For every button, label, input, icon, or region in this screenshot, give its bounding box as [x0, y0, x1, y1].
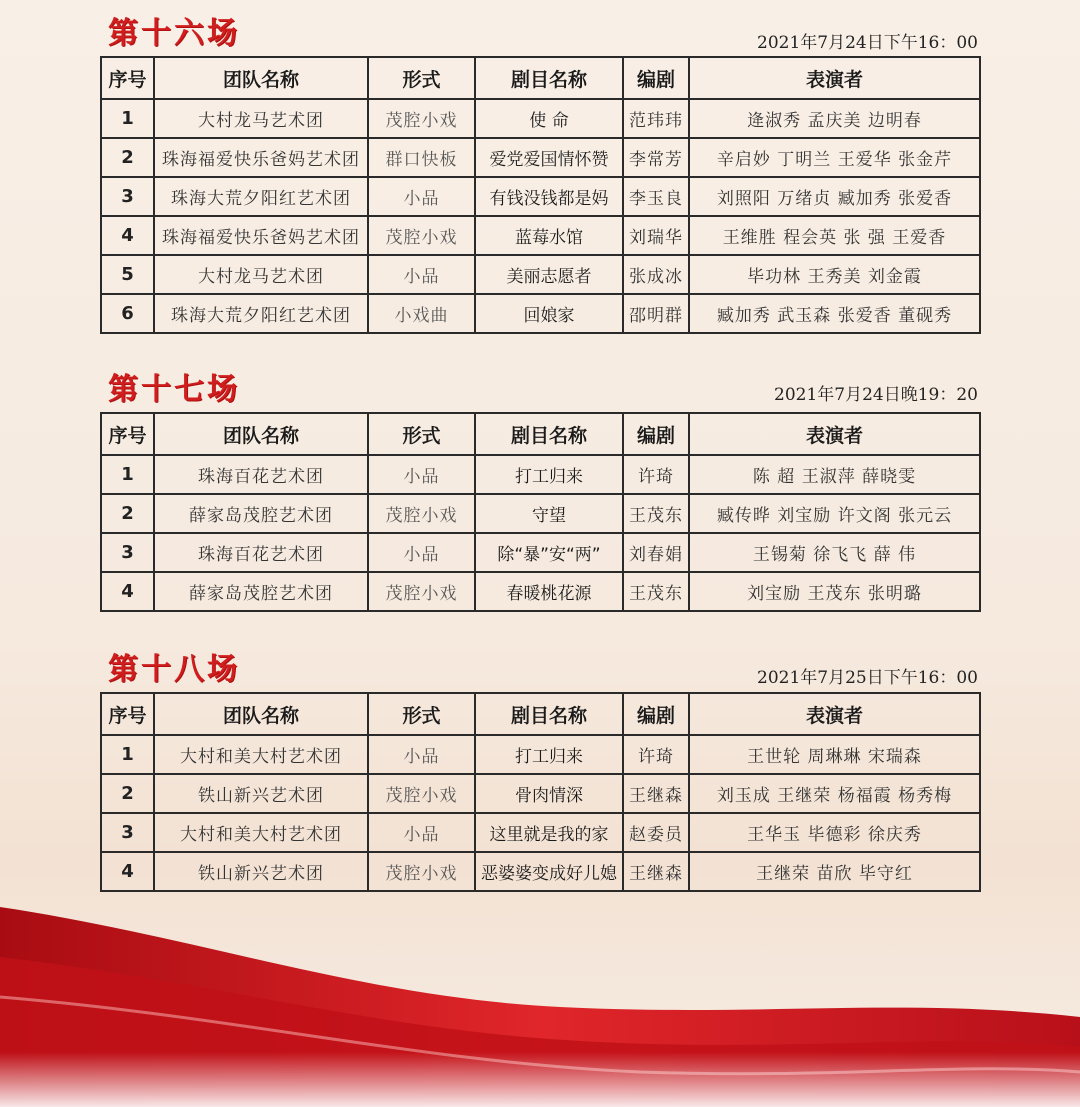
cell-writer: 张成冰	[623, 255, 689, 294]
cell-team: 大村和美大村艺术团	[154, 735, 368, 774]
section-time-17: 2021年7月24日晚19：20	[774, 385, 978, 405]
cell-team: 薛家岛茂腔艺术团	[154, 572, 368, 611]
section-title-17: 第十七场	[108, 372, 240, 407]
cell-team: 大村龙马艺术团	[154, 255, 368, 294]
col-header-writer: 编剧	[623, 693, 689, 735]
cell-program: 回娘家	[475, 294, 623, 333]
cell-program: 这里就是我的家	[475, 813, 623, 852]
cell-form: 群口快板	[368, 138, 475, 177]
cell-program: 打工归来	[475, 735, 623, 774]
cell-program: 美丽志愿者	[475, 255, 623, 294]
cell-team: 大村龙马艺术团	[154, 99, 368, 138]
cell-program: 春暖桃花源	[475, 572, 623, 611]
table-row	[101, 138, 980, 177]
col-header-index: 序号	[101, 57, 154, 99]
cell-team: 珠海百花艺术团	[154, 455, 368, 494]
col-header-writer: 编剧	[623, 413, 689, 455]
section-title-18: 第十八场	[108, 652, 240, 687]
col-header-performers: 表演者	[689, 413, 980, 455]
cell-form: 小戏曲	[368, 294, 475, 333]
cell-performers: 刘照阳 万绪贞 臧加秀 张爱香	[689, 177, 980, 216]
schedule-table-16	[100, 56, 981, 334]
col-header-form: 形式	[368, 693, 475, 735]
cell-team: 薛家岛茂腔艺术团	[154, 494, 368, 533]
table-row	[101, 455, 980, 494]
cell-writer: 范玮玮	[623, 99, 689, 138]
cell-program: 爱党爱国情怀赞	[475, 138, 623, 177]
cell-index: 5	[101, 255, 154, 294]
cell-form: 茂腔小戏	[368, 494, 475, 533]
cell-form: 小品	[368, 813, 475, 852]
table-row	[101, 494, 980, 533]
cell-team: 珠海福爱快乐爸妈艺术团	[154, 216, 368, 255]
cell-performers: 王维胜 程会英 张 强 王爱香	[689, 216, 980, 255]
cell-index: 3	[101, 533, 154, 572]
cell-form: 茂腔小戏	[368, 99, 475, 138]
cell-index: 1	[101, 99, 154, 138]
cell-index: 2	[101, 138, 154, 177]
cell-writer: 王继森	[623, 774, 689, 813]
cell-team: 铁山新兴艺术团	[154, 774, 368, 813]
cell-program: 打工归来	[475, 455, 623, 494]
cell-form: 茂腔小戏	[368, 572, 475, 611]
cell-program: 蓝莓水馆	[475, 216, 623, 255]
cell-form: 茂腔小戏	[368, 852, 475, 891]
cell-writer: 李玉良	[623, 177, 689, 216]
section-time-18: 2021年7月25日下午16：00	[757, 668, 978, 688]
cell-performers: 刘宝励 王茂东 张明璐	[689, 572, 980, 611]
cell-index: 4	[101, 216, 154, 255]
cell-index: 1	[101, 455, 154, 494]
cell-form: 小品	[368, 255, 475, 294]
cell-form: 茂腔小戏	[368, 216, 475, 255]
table-row	[101, 774, 980, 813]
cell-program: 守望	[475, 494, 623, 533]
cell-writer: 刘瑞华	[623, 216, 689, 255]
table-header-row	[101, 413, 980, 455]
col-header-form: 形式	[368, 413, 475, 455]
cell-program: 骨肉情深	[475, 774, 623, 813]
table-row	[101, 533, 980, 572]
schedule-table-17	[100, 412, 981, 612]
cell-index: 4	[101, 852, 154, 891]
table-body	[101, 455, 980, 611]
table-header-row	[101, 693, 980, 735]
col-header-performers: 表演者	[689, 57, 980, 99]
cell-team: 珠海大荒夕阳红艺术团	[154, 177, 368, 216]
cell-form: 小品	[368, 177, 475, 216]
cell-writer: 李常芳	[623, 138, 689, 177]
cell-performers: 逄淑秀 孟庆美 边明春	[689, 99, 980, 138]
cell-writer: 王茂东	[623, 494, 689, 533]
cell-program: 除“暴”安“两”	[475, 533, 623, 572]
cell-writer: 邵明群	[623, 294, 689, 333]
cell-team: 铁山新兴艺术团	[154, 852, 368, 891]
cell-performers: 辛启妙 丁明兰 王爱华 张金芹	[689, 138, 980, 177]
table-row	[101, 216, 980, 255]
cell-performers: 王继荣 苗欣 毕守红	[689, 852, 980, 891]
col-header-program: 剧目名称	[475, 693, 623, 735]
cell-performers: 王锡菊 徐飞飞 薛 伟	[689, 533, 980, 572]
table-row	[101, 99, 980, 138]
table-header-row	[101, 57, 980, 99]
cell-writer: 许琦	[623, 455, 689, 494]
section-title-16: 第十六场	[108, 16, 240, 51]
table-row	[101, 177, 980, 216]
col-header-program: 剧目名称	[475, 57, 623, 99]
col-header-program: 剧目名称	[475, 413, 623, 455]
cell-writer: 赵委员	[623, 813, 689, 852]
cell-index: 3	[101, 813, 154, 852]
cell-performers: 臧传晔 刘宝励 许文阁 张元云	[689, 494, 980, 533]
cell-writer: 王茂东	[623, 572, 689, 611]
col-header-writer: 编剧	[623, 57, 689, 99]
cell-team: 珠海福爱快乐爸妈艺术团	[154, 138, 368, 177]
cell-writer: 刘春娟	[623, 533, 689, 572]
col-header-index: 序号	[101, 693, 154, 735]
cell-performers: 臧加秀 武玉森 张爱香 董砚秀	[689, 294, 980, 333]
cell-team: 珠海大荒夕阳红艺术团	[154, 294, 368, 333]
cell-form: 小品	[368, 735, 475, 774]
cell-index: 2	[101, 494, 154, 533]
cell-performers: 陈 超 王淑萍 薛晓雯	[689, 455, 980, 494]
cell-form: 小品	[368, 533, 475, 572]
col-header-performers: 表演者	[689, 693, 980, 735]
cell-program: 使 命	[475, 99, 623, 138]
cell-index: 4	[101, 572, 154, 611]
col-header-team: 团队名称	[154, 57, 368, 99]
col-header-index: 序号	[101, 413, 154, 455]
cell-form: 茂腔小戏	[368, 774, 475, 813]
cell-team: 大村和美大村艺术团	[154, 813, 368, 852]
cell-form: 小品	[368, 455, 475, 494]
col-header-team: 团队名称	[154, 413, 368, 455]
col-header-team: 团队名称	[154, 693, 368, 735]
table-row	[101, 294, 980, 333]
table-row	[101, 572, 980, 611]
cell-writer: 王继森	[623, 852, 689, 891]
col-header-form: 形式	[368, 57, 475, 99]
table-body	[101, 99, 980, 333]
cell-team: 珠海百花艺术团	[154, 533, 368, 572]
cell-program: 恶婆婆变成好儿媳	[475, 852, 623, 891]
cell-performers: 王世轮 周琳琳 宋瑞森	[689, 735, 980, 774]
cell-index: 2	[101, 774, 154, 813]
cell-performers: 刘玉成 王继荣 杨福霞 杨秀梅	[689, 774, 980, 813]
section-time-16: 2021年7月24日下午16：00	[757, 33, 978, 53]
cell-index: 6	[101, 294, 154, 333]
cell-index: 3	[101, 177, 154, 216]
cell-index: 1	[101, 735, 154, 774]
table-row	[101, 735, 980, 774]
red-banner-decoration	[0, 847, 1080, 1107]
cell-program: 有钱没钱都是妈	[475, 177, 623, 216]
cell-performers: 毕功林 王秀美 刘金霞	[689, 255, 980, 294]
cell-performers: 王华玉 毕德彩 徐庆秀	[689, 813, 980, 852]
cell-writer: 许琦	[623, 735, 689, 774]
table-row	[101, 255, 980, 294]
